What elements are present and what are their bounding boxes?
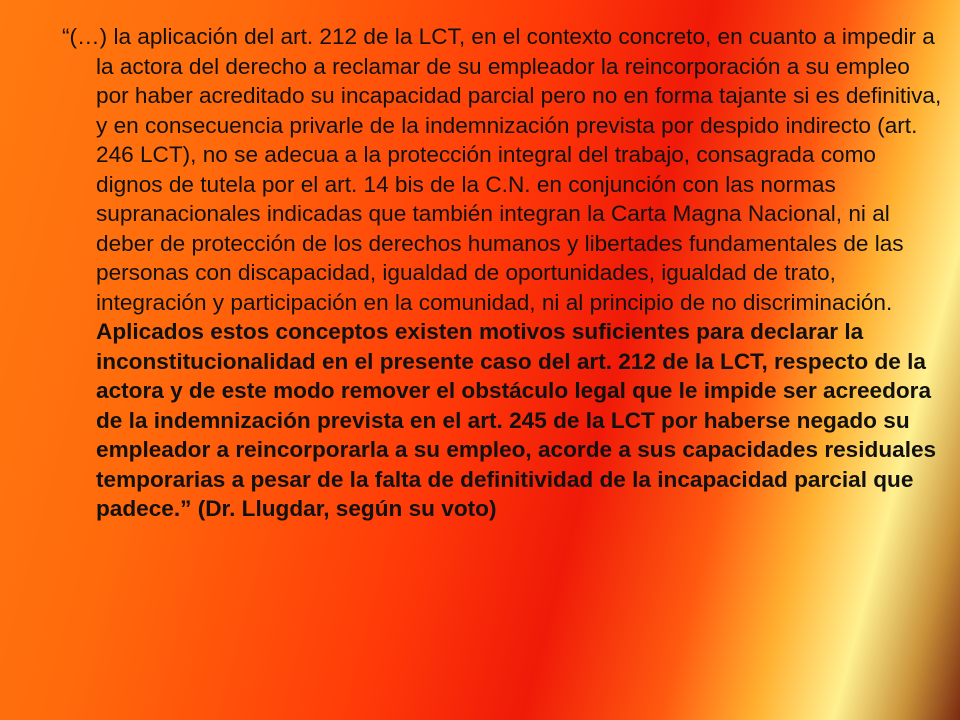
quote-normal-text: “(…) la aplicación del art. 212 de la LCT, en el contexto concreto, en cuanto a impedir a la actora del derecho a reclamar de su empleador la reincorporación a su empleo por haber acreditado su incapacidad parcial pero no en forma tajante si es definitiva, y en consecuencia privarle de la indemnización prevista por despido indirecto (art. 246 LCT), no se adecua a la protección integral del trabajo, consagrada como dignos de tutela por el art. 14 bis de la C.N. en conjunción con las normas supranacionales indicadas que también integran la Carta Magna Nacional, ni al deber de protección de los derechos humanos y libertades fundamentales de las personas con discapacidad, igualdad de oportunidades, igualdad de trato, integración y participación en la comunidad, ni al principio de no discriminación. xyxy=(62,24,942,315)
quote-paragraph xyxy=(62,22,946,524)
quote-bold-text: Aplicados estos conceptos existen motivos suficientes para declarar la inconstitucionalidad en el presente caso del art. 212 de la LCT, respecto de la actora y de este modo remover el obstáculo legal que le impide ser acreedora de la indemnización prevista en el art. 245 de la LCT por haberse negado su empleador a reincorporarla a su empleo, acorde a sus capacidades residuales temporarias a pesar de la falta de definitividad de la incapacidad parcial que padece.” (Dr. Llugdar, según su voto) xyxy=(96,319,937,521)
